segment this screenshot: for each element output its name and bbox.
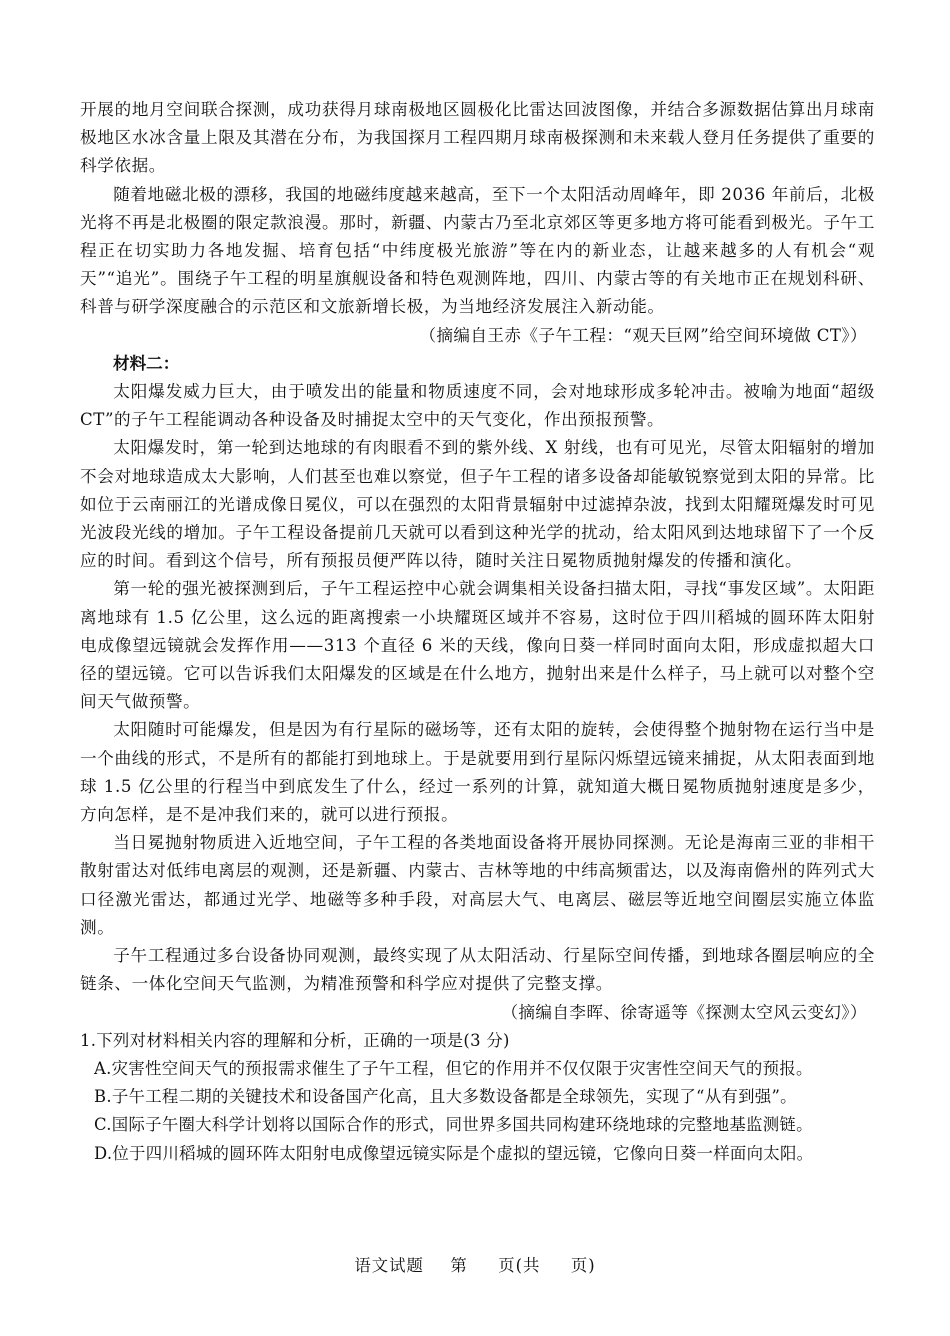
question-1-option-b: B.子午工程二期的关键技术和设备国产化高，且大多数设备都是全球领先，实现了“从有到强”。 — [94, 1087, 797, 1107]
footer-total-suffix: 页) — [570, 1256, 596, 1275]
material-2-paragraph-1: 太阳爆发威力巨大，由于喷发出的能量和物质速度不同，会对地球形成多轮冲击。被喻为地面“超级 CT”的子午工程能调动各种设备及时捕捉太空中的天气变化，作出预报预警。 — [80, 382, 875, 430]
paragraph-aurora: 随着地磁北极的漂移，我国的地磁纬度越来越高，至下一个太阳活动周峰年，即 2036 年前后，北极光将不再是北极圈的限定款浪漫。那时，新疆、内蒙古乃至北京郊区等更多地方将可能看到极光。子午工程正在切实助力各地发掘、培育包括“中纬度极光旅游”等在内的新业态，让越来越多的人有机会“观天”“追光”。围绕子午工程的明星旗舰设备和特色观测阵地，四川、内蒙古等的有关地市正在规划科研、科普与研学深度融合的示范区和文旅新增长极，为当地经济发展注入新动能。 — [80, 184, 875, 317]
question-1-option-a: A.灾害性空间天气的预报需求催生了子午工程，但它的作用并不仅仅限于灾害性空间天气的预报。 — [94, 1058, 813, 1078]
material-2-paragraph-6: 子午工程通过多台设备协同观测，最终实现了从太阳活动、行星际空间传播，到地球各圈层响应的全链条、一体化空间天气监测，为精准预警和科学应对提供了完整支撑。 — [80, 946, 875, 994]
question-1-stem: 1.下列对材料相关内容的理解和分析，正确的一项是(3 分) — [80, 1030, 510, 1050]
question-1-option-d: D.位于四川稻城的圆环阵太阳射电成像望远镜实际是个虚拟的望远镜，它像向日葵一样面向太阳。 — [94, 1143, 814, 1163]
footer-subject: 语文试题 — [354, 1256, 424, 1275]
footer-page-suffix: 页(共 — [498, 1256, 541, 1275]
exam-page — [80, 96, 875, 1168]
material-2-paragraph-3: 第一轮的强光被探测到后，子午工程运控中心就会调集相关设备扫描太阳，寻找“事发区域”。太阳距离地球有 1.5 亿公里，这么远的距离搜索一小块耀斑区域并不容易，这时位于四川稻城的圆环阵太阳射电成像望远镜就会发挥作用——313 个直径 6 米的天线，像向日葵一样同时面向太阳，形成虚拟超大口径的望远镜。它可以告诉我们太阳爆发的区域是在什么地方，抛射出来是什么样子，马上就可以对整个空间天气做预警。 — [80, 579, 875, 712]
source-citation-2: （摘编自李晖、徐寄遥等《探测太空风云变幻》） — [501, 1002, 867, 1022]
paragraph-continued: 开展的地月空间联合探测，成功获得月球南极地区圆极化比雷达回波图像，并结合多源数据估算出月球南极地区水冰含量上限及其潜在分布，为我国探月工程四期月球南极探测和未来载人登月任务提供了重要的科学依据。 — [80, 100, 875, 176]
material-2-heading: 材料二： — [113, 353, 180, 373]
source-citation-1: （摘编自王赤《子午工程：“观天巨网”给空间环境做 CT》） — [419, 325, 867, 345]
material-2-paragraph-5: 当日冕抛射物质进入近地空间，子午工程的各类地面设备将开展协同探测。无论是海南三亚的非相干散射雷达对低纬电离层的观测，还是新疆、内蒙古、吉林等地的中纬高频雷达，以及海南儋州的阵列式大口径激光雷达，都通过光学、地磁等多种手段，对高层大气、电离层、磁层等近地空间圈层实施立体监测。 — [80, 833, 875, 937]
footer-page-label: 第 — [450, 1256, 468, 1275]
question-1-option-c: C.国际子午圈大科学计划将以国际合作的形式，同世界多国共同构建环绕地球的完整地基监测链。 — [94, 1115, 813, 1135]
material-2-paragraph-2: 太阳爆发时，第一轮到达地球的有肉眼看不到的紫外线、X 射线，也有可见光，尽管太阳辐射的增加不会对地球造成太大影响，人们甚至也难以察觉，但子午工程的诸多设备却能敏锐察觉到太阳的异常。比如位于云南丽江的光谱成像日冕仪，可以在强烈的太阳背景辐射中过滤掉杂波，找到太阳耀斑爆发时可见光波段光线的增加。子午工程设备提前几天就可以看到这种光学的扰动，给太阳风到达地球留下了一个反应的时间。看到这个信号，所有预报员便严阵以待，随时关注日冕物质抛射爆发的传播和演化。 — [80, 438, 875, 571]
material-2-paragraph-4: 太阳随时可能爆发，但是因为有行星际的磁场等，还有太阳的旋转，会使得整个抛射物在运行当中是一个曲线的形式，不是所有的都能打到地球上。于是就要用到行星际闪烁望远镜来捕捉，从太阳表面到地球 1.5 亿公里的行程当中到底发生了什么，经过一系列的计算，就知道大概日冕物质抛射速度是多少，方向怎样，是不是冲我们来的，就可以进行预报。 — [80, 720, 875, 825]
page-footer — [0, 1252, 950, 1276]
